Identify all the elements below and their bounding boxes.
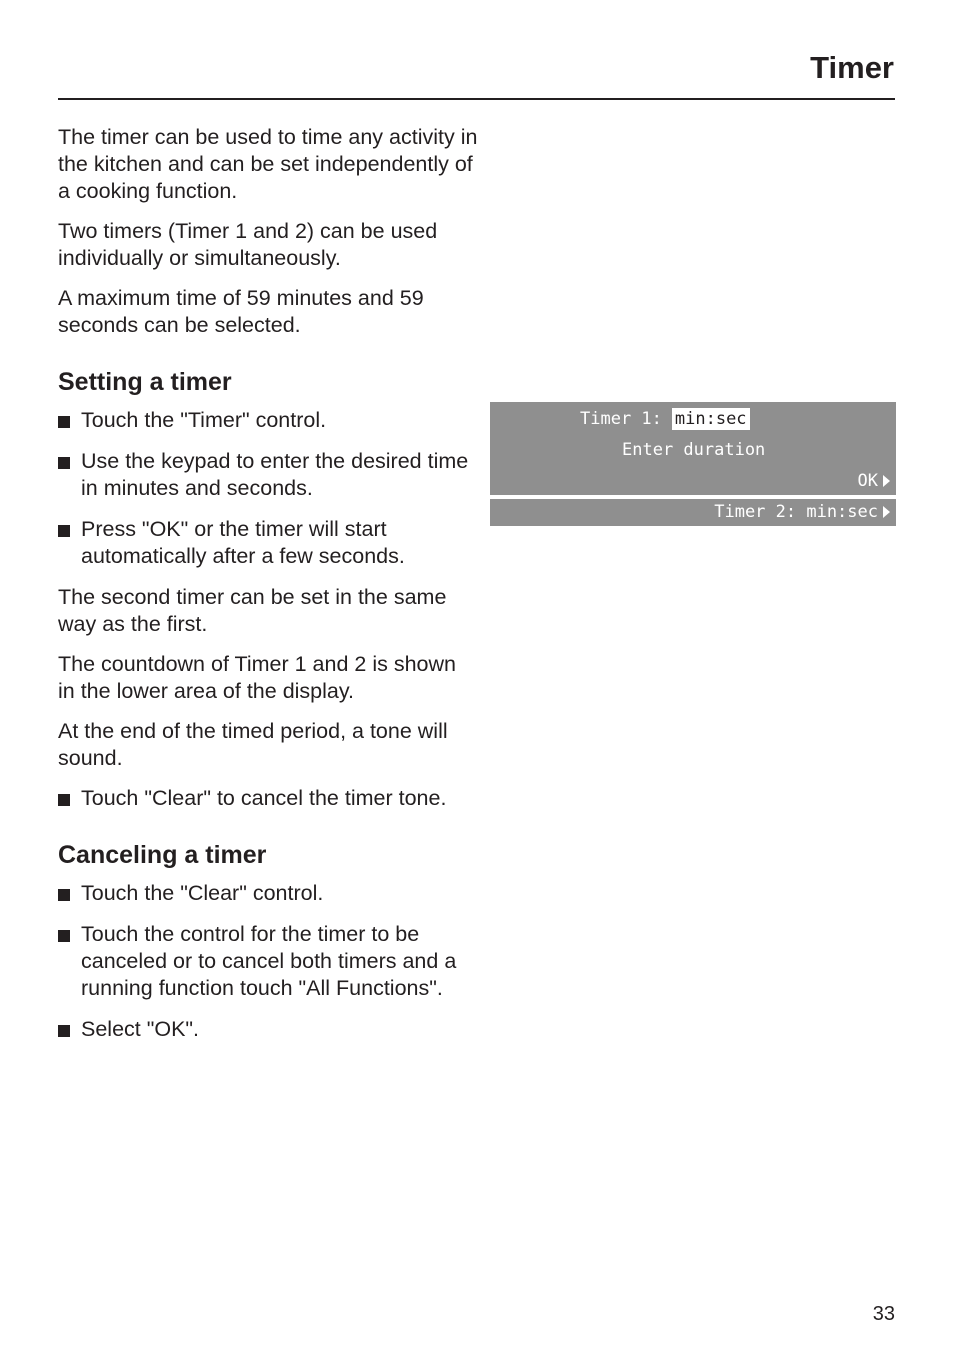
list-item	[58, 785, 478, 812]
step-text: Touch the "Timer" control.	[81, 408, 327, 432]
canceling-timer-heading: Canceling a timer	[58, 841, 267, 869]
right-triangle-icon	[883, 475, 890, 487]
square-bullet-icon	[58, 416, 70, 428]
step-text: Touch the control for the timer to be canceled or to cancel both timers and a running function touch "All Functions".	[81, 922, 457, 1000]
setting-steps-list	[58, 407, 478, 570]
list-item	[58, 516, 478, 570]
note-paragraph: At the end of the timed period, a tone will sound.	[58, 719, 448, 770]
display-main-area	[490, 402, 896, 495]
square-bullet-icon	[58, 930, 70, 942]
ok-label: OK	[857, 471, 878, 491]
step-text: Use the keypad to enter the desired time in minutes and seconds.	[81, 449, 469, 500]
clear-tone-list	[58, 785, 478, 812]
square-bullet-icon	[58, 794, 70, 806]
timer1-row	[580, 408, 750, 430]
enter-duration-prompt: Enter duration	[622, 440, 766, 460]
canceling-steps-list	[58, 880, 478, 1043]
page-number: 33	[872, 1303, 895, 1325]
list-item	[58, 921, 478, 1002]
intro-paragraph: A maximum time of 59 minutes and 59 seconds can be selected.	[58, 286, 424, 337]
note-paragraph: The countdown of Timer 1 and 2 is shown in the lower area of the display.	[58, 652, 456, 703]
step-text: Touch the "Clear" control.	[81, 881, 324, 905]
intro-paragraph: Two timers (Timer 1 and 2) can be used individually or simultaneously.	[58, 219, 438, 270]
page-title: Timer	[810, 50, 894, 85]
right-triangle-icon	[883, 506, 890, 518]
step-text: Touch "Clear" to cancel the timer tone.	[81, 786, 447, 810]
list-item	[58, 448, 478, 502]
square-bullet-icon	[58, 1025, 70, 1037]
timer2-row	[714, 502, 890, 522]
main-column	[58, 124, 478, 1057]
square-bullet-icon	[58, 525, 70, 537]
intro-paragraph: The timer can be used to time any activity in the kitchen and can be set independently of a cooking function.	[58, 125, 478, 203]
step-text: Select "OK".	[81, 1017, 200, 1041]
timer-display-illustration	[490, 402, 896, 529]
list-item	[58, 880, 478, 907]
square-bullet-icon	[58, 457, 70, 469]
timer1-label: Timer 1:	[580, 409, 662, 429]
title-divider	[58, 98, 895, 100]
display-lower-area	[490, 499, 896, 526]
ok-row	[858, 471, 890, 491]
timer1-input-field: min:sec	[672, 408, 750, 430]
note-paragraph: The second timer can be set in the same way as the first.	[58, 585, 447, 636]
list-item	[58, 1016, 478, 1043]
setting-timer-heading: Setting a timer	[58, 368, 232, 396]
list-item	[58, 407, 478, 434]
square-bullet-icon	[58, 889, 70, 901]
step-text: Press "OK" or the timer will start automatically after a few seconds.	[81, 517, 405, 568]
timer2-label: Timer 2: min:sec	[714, 502, 878, 522]
